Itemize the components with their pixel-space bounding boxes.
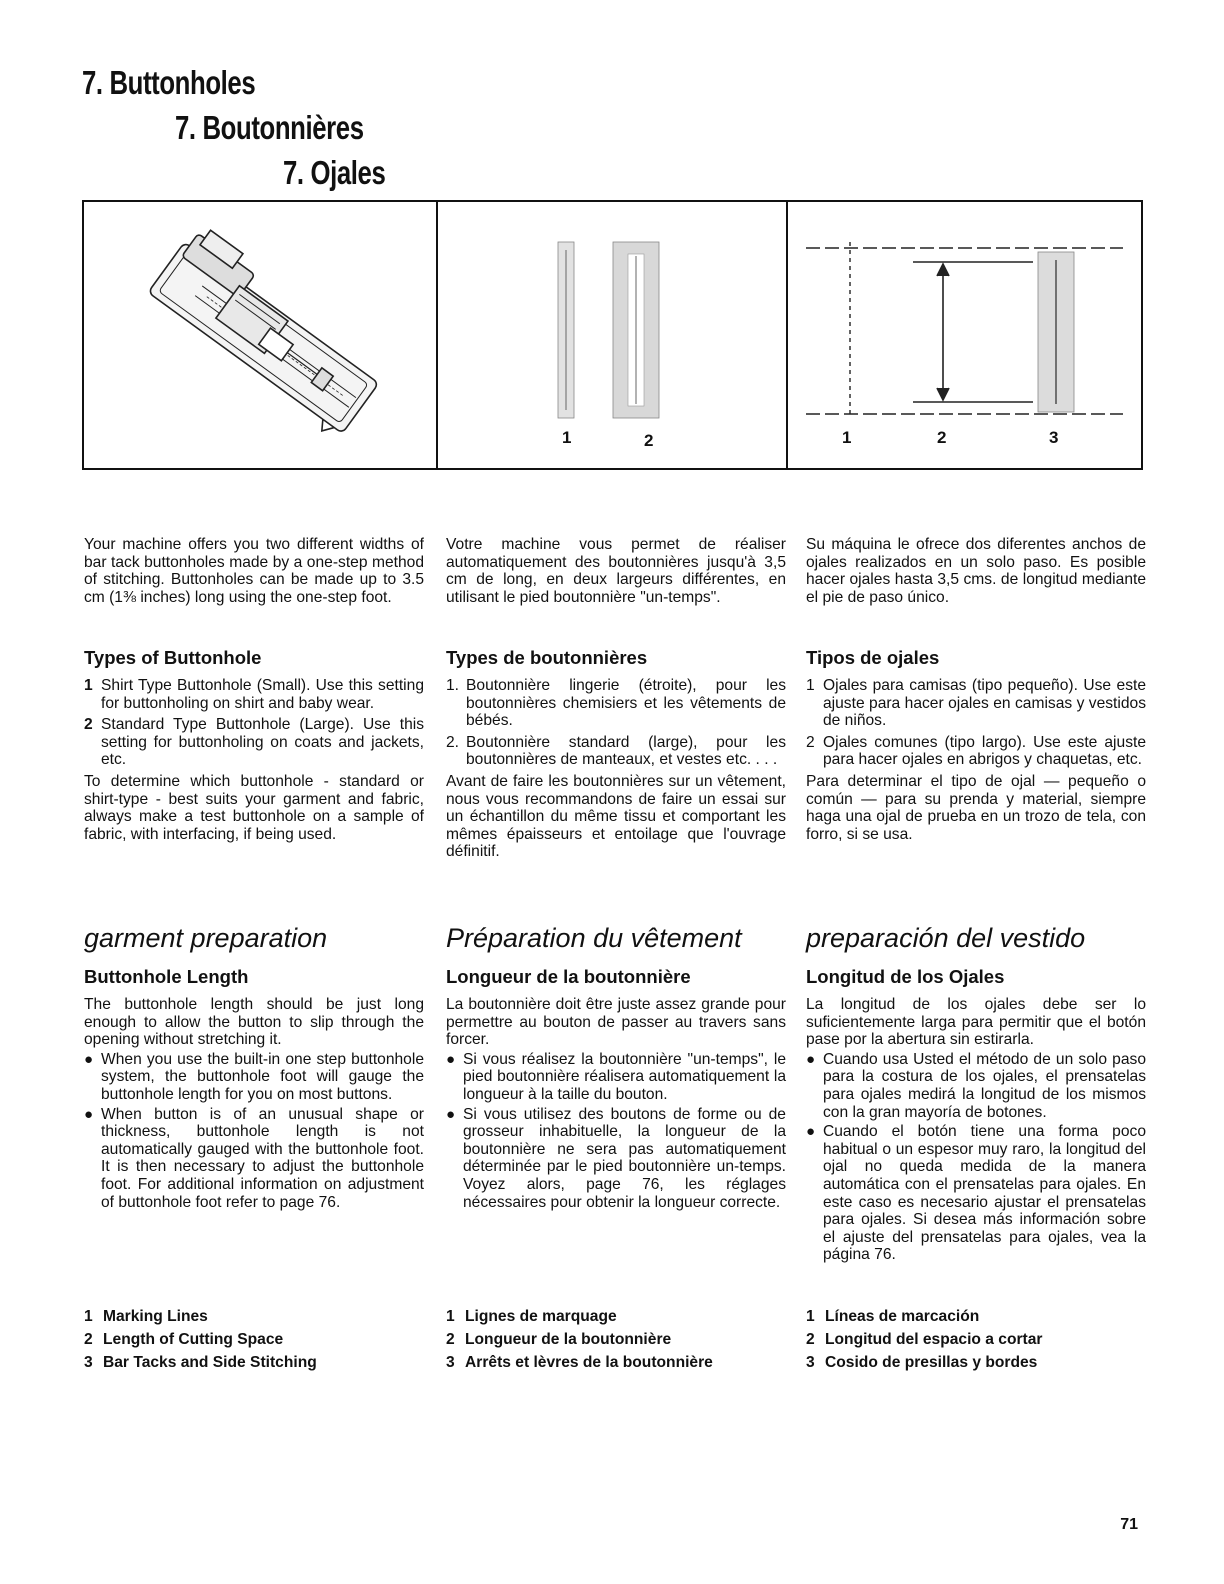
- figure-3-label-1: 1: [842, 428, 852, 447]
- legend-item: [806, 1331, 1146, 1354]
- item-text: Shirt Type Buttonhole (Small). Use this setting for buttonholing on shirt and baby wear.: [101, 677, 424, 712]
- preparation-intro: The buttonhole length should be just long enough to allow the button to slip through the opening without stretching it.: [84, 996, 424, 1049]
- figure-divider: [786, 202, 788, 468]
- bullet-icon: ●: [446, 1105, 456, 1123]
- legend-item: [446, 1354, 786, 1377]
- types-english: [84, 647, 424, 843]
- item-number: 1: [84, 677, 93, 694]
- types-note: To determine which buttonhole - standard or shirt-type - best suits your garment and fabric, always make a test buttonhole on a sample of fabric, with interfacing, if being used.: [84, 772, 424, 843]
- figure-3-label-3: 3: [1049, 428, 1059, 447]
- section-heading: Longitud de los Ojales: [806, 966, 1005, 987]
- bullet-text: When button is of an unusual shape or thickness, buttonhole length is not automatically gauged with the buttonhole foot. It is then necessary to adjust the buttonhole foot. For additional information on adjustment of buttonhole foot refer to page 76.: [101, 1105, 424, 1211]
- legend-text: Longitud del espacio a cortar: [825, 1331, 1043, 1348]
- preparation-intro: La boutonnière doit être juste assez grande pour permettre au bouton de passer au travers sans forcer.: [446, 996, 786, 1049]
- legend-text: Líneas de marcación: [825, 1308, 980, 1325]
- bullet-icon: ●: [806, 1050, 816, 1068]
- section-heading: Buttonhole Length: [84, 966, 249, 987]
- list-item: [446, 677, 786, 730]
- bullet-icon: ●: [84, 1105, 94, 1123]
- item-text: Standard Type Buttonhole (Large). Use this setting for buttonholing on coats and jackets, etc.: [101, 716, 424, 769]
- buttonhole-width-diagram: [538, 240, 688, 425]
- intro-text: Your machine offers you two different widths of bar tack buttonholes made by a one-step method of stitching. Buttonholes can be made up to 3.5 cm (1⅜ inches) long using the one-step foot.: [84, 536, 424, 606]
- intro-text: Su máquina le ofrece dos diferentes anchos de ojales realizados en un solo paso. Es posible hacer ojales hasta 3,5 cms. de longitud mediante el pie de paso único.: [806, 536, 1146, 606]
- item-number: 2.: [446, 733, 460, 751]
- item-number: 2: [84, 716, 93, 734]
- item-number: 1: [806, 677, 815, 694]
- section-heading: Longueur de la boutonnière: [446, 966, 691, 987]
- bullet-text: Si vous utilisez des boutons de forme ou de grosseur inhabituelle, la longueur de la boutonnière ne sera pas automatiquement déterminée par le pied boutonnière un-temps. Voyez alors, page 76, les réglages nécessaires pour obtenir la longueur correcte.: [463, 1105, 786, 1211]
- section-title: preparación del vestido: [806, 923, 1086, 953]
- legend-number: 1: [84, 1308, 93, 1325]
- bullet-text: Cuando el botón tiene una forma poco habitual o un espesor muy raro, la longitud del ojal no queda medida de la manera automática con el prensatelas para ojales. En este caso es necesario ajustar el prensatelas para ojales. Si desea más información sobre el ajuste del prensatelas para ojales, vea la página 76.: [823, 1123, 1146, 1264]
- section-title: garment preparation: [84, 923, 328, 953]
- legend-text: Cosido de presillas y bordes: [825, 1354, 1038, 1371]
- preparation-spanish: [806, 922, 1146, 1264]
- section-title: Préparation du vêtement: [446, 923, 742, 953]
- figure-divider: [436, 202, 438, 468]
- bullet-item: [84, 1106, 424, 1212]
- buttonhole-foot-illustration: [124, 222, 404, 452]
- legend-item: [446, 1308, 786, 1331]
- item-number: 1.: [446, 677, 460, 694]
- legend-text: Bar Tacks and Side Stitching: [103, 1354, 317, 1371]
- figure-panel: [82, 200, 1143, 470]
- legend-item: [446, 1331, 786, 1354]
- title-english: 7. Buttonholes: [82, 64, 256, 101]
- legend-number: 1: [806, 1308, 815, 1325]
- legend-number: 1: [446, 1308, 455, 1325]
- legend-number: 2: [446, 1331, 455, 1348]
- types-french: [446, 647, 786, 861]
- bullet-icon: ●: [806, 1123, 816, 1141]
- buttonhole-marking-diagram: [798, 232, 1128, 432]
- legend-text: Arrêts et lèvres de la boutonnière: [465, 1354, 713, 1371]
- section-heading: Types de boutonnières: [446, 647, 648, 668]
- figure-2-label-2: 2: [644, 431, 654, 450]
- legend-item: [84, 1331, 424, 1354]
- item-text: Ojales comunes (tipo largo). Use este ajuste para hacer ojales en abrigos y chaquetas, etc.: [823, 733, 1146, 769]
- bullet-text: When you use the built-in one step buttonhole system, the buttonhole foot will gauge the buttonhole length for you on most buttons.: [101, 1050, 424, 1103]
- title-spanish: 7. Ojales: [283, 154, 386, 191]
- preparation-english: [84, 922, 424, 1211]
- preparation-french: [446, 922, 786, 1211]
- intro-text: Votre machine vous permet de réaliser automatiquement des boutonnières jusqu'à 3,5 cm de long, en deux largeurs différentes, en utilisant le pied boutonnière "un-temps".: [446, 536, 786, 606]
- types-spanish: [806, 647, 1146, 843]
- item-text: Boutonnière lingerie (étroite), pour les boutonnières chemisiers et les vêtements de bébés.: [466, 677, 786, 730]
- intro-french: [446, 536, 786, 606]
- types-note: Para determinar el tipo de ojal — pequeño o común — para su prenda y material, siempre haga una ojal de prueba en un trozo de tela, con forro, si se usa.: [806, 772, 1146, 843]
- section-heading: Types of Buttonhole: [84, 647, 262, 668]
- preparation-intro: La longitud de los ojales debe ser lo suficientemente larga para permitir que el botón pase por la abertura sin estirarla.: [806, 996, 1146, 1049]
- legend-number: 2: [84, 1331, 93, 1348]
- legend-english: [84, 1308, 424, 1377]
- types-note: Avant de faire les boutonnières sur un vêtement, nous vous recommandons de faire un essai sur un échantillon du même tissu et comportant les mêmes épaisseurs et entoilage que l'ouvrage définitif.: [446, 772, 786, 861]
- bullet-item: [806, 1123, 1146, 1264]
- item-text: Boutonnière standard (large), pour les boutonnières de manteaux, et vestes etc. . . .: [466, 733, 786, 769]
- bullet-text: Cuando usa Usted el método de un solo paso para la costura de los ojales, el prensatelas para ojales medirá la longitud de los mismos con la gran mayoría de botones.: [823, 1050, 1146, 1121]
- item-number: 2: [806, 733, 815, 751]
- bullet-text: Si vous réalisez la boutonnière "un-temps", le pied boutonnière réalisera automatiquement la longueur à la taille du bouton.: [463, 1050, 786, 1103]
- legend-number: 3: [84, 1354, 93, 1371]
- bullet-item: [84, 1051, 424, 1104]
- legend-text: Longueur de la boutonnière: [465, 1331, 672, 1348]
- figure-2-label-1: 1: [562, 428, 572, 447]
- item-text: Ojales para camisas (tipo pequeño). Use este ajuste para hacer ojales en camisas y vestidos de niños.: [823, 677, 1146, 730]
- legend-item: [84, 1354, 424, 1377]
- bullet-icon: ●: [446, 1050, 456, 1068]
- legend-number: 2: [806, 1331, 815, 1348]
- intro-english: [84, 536, 424, 606]
- legend-spanish: [806, 1308, 1146, 1377]
- legend-text: Lignes de marquage: [465, 1308, 617, 1325]
- list-item: [806, 677, 1146, 730]
- legend-item: [84, 1308, 424, 1331]
- legend-number: 3: [806, 1354, 815, 1371]
- section-heading: Tipos de ojales: [806, 647, 940, 668]
- legend-text: Marking Lines: [103, 1308, 208, 1325]
- bullet-icon: ●: [84, 1050, 94, 1068]
- bullet-item: [446, 1106, 786, 1212]
- list-item: [84, 677, 424, 712]
- bullet-item: [446, 1051, 786, 1104]
- figure-3-label-2: 2: [937, 428, 947, 447]
- list-item: [446, 734, 786, 769]
- list-item: [84, 716, 424, 769]
- legend-french: [446, 1308, 786, 1377]
- list-item: [806, 734, 1146, 769]
- intro-spanish: [806, 536, 1146, 606]
- page-number: 71: [1120, 1516, 1138, 1533]
- legend-item: [806, 1354, 1146, 1377]
- title-french: 7. Boutonnières: [175, 109, 364, 146]
- legend-number: 3: [446, 1354, 455, 1371]
- bullet-item: [806, 1051, 1146, 1121]
- legend-item: [806, 1308, 1146, 1331]
- legend-text: Length of Cutting Space: [103, 1331, 284, 1348]
